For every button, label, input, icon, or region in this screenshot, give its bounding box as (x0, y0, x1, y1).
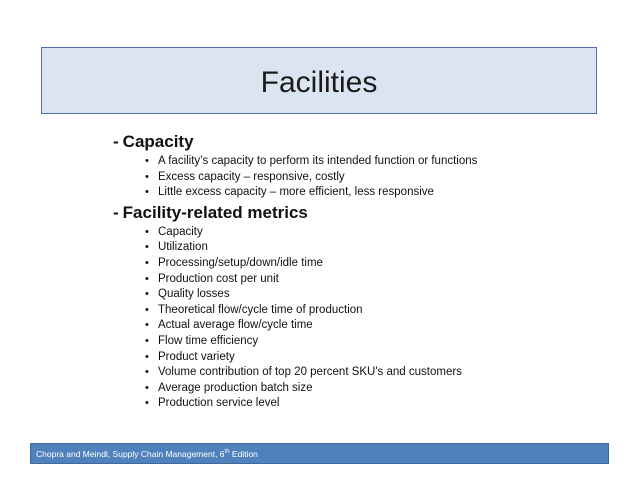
section-heading (113, 132, 613, 152)
bullet-icon: • (145, 272, 149, 285)
list-item-text: Flow time efficiency (158, 334, 259, 347)
slide-content (113, 132, 613, 412)
list-item (145, 240, 613, 256)
list-item (145, 170, 613, 186)
bullet-icon: • (145, 241, 149, 254)
list-item-text: Capacity (158, 225, 203, 238)
list-item-text: Production cost per unit (158, 272, 279, 285)
footer-superscript: th (224, 449, 230, 456)
bullet-icon: • (145, 397, 149, 410)
list-item (145, 303, 613, 319)
heading-dash: - (113, 132, 119, 151)
list-item-text: Quality losses (158, 288, 230, 301)
list-item-text: Product variety (158, 350, 235, 363)
section-heading (113, 203, 613, 223)
footer-citation (36, 448, 258, 460)
list-item (145, 256, 613, 272)
list-item-text: Processing/setup/down/idle time (158, 256, 323, 269)
bullet-list (113, 225, 613, 412)
list-item (145, 334, 613, 350)
list-item (145, 225, 613, 241)
list-item (145, 350, 613, 366)
list-item-text: A facility’s capacity to perform its intended function or functions (158, 155, 478, 167)
list-item-text: Excess capacity – responsive, costly (158, 170, 345, 183)
list-item (145, 287, 613, 303)
bullet-icon: • (145, 225, 149, 238)
list-item (145, 365, 613, 381)
list-item-text: Actual average flow/cycle time (158, 319, 313, 332)
footer-text-main: Chopra and Meindl, Supply Chain Management, 6 (36, 449, 225, 459)
list-item-text: Volume contribution of top 20 percent SKU's and customers (158, 366, 462, 379)
bullet-icon: • (145, 319, 149, 332)
bullet-icon: • (145, 366, 149, 379)
list-item-text: Utilization (158, 241, 208, 254)
list-item (145, 185, 613, 201)
bullet-list (113, 154, 613, 201)
section-facility-metrics (113, 203, 613, 412)
bullet-icon: • (145, 170, 149, 183)
bullet-icon: • (145, 186, 149, 199)
footer-bar (30, 443, 609, 464)
bullet-icon: • (145, 350, 149, 363)
bullet-icon: • (145, 334, 149, 347)
list-item-text: Production service level (158, 397, 280, 410)
list-item-text: Little excess capacity – more efficient, less responsive (158, 186, 434, 199)
title-box (41, 47, 597, 114)
list-item (145, 272, 613, 288)
list-item (145, 154, 613, 170)
bullet-icon: • (145, 155, 149, 167)
bullet-icon: • (145, 288, 149, 301)
bullet-icon: • (145, 303, 149, 316)
list-item-text: Average production batch size (158, 381, 313, 394)
slide-title: Facilities (260, 66, 378, 99)
list-item (145, 318, 613, 334)
list-item (145, 381, 613, 397)
heading-text: Facility-related metrics (122, 202, 308, 222)
list-item (145, 396, 613, 412)
heading-text: Capacity (122, 132, 194, 151)
bullet-icon: • (145, 256, 149, 269)
bullet-icon: • (145, 381, 149, 394)
heading-dash: - (113, 202, 119, 222)
section-capacity (113, 132, 613, 201)
footer-text-end: Edition (229, 449, 258, 459)
list-item-text: Theoretical flow/cycle time of production (158, 303, 363, 316)
